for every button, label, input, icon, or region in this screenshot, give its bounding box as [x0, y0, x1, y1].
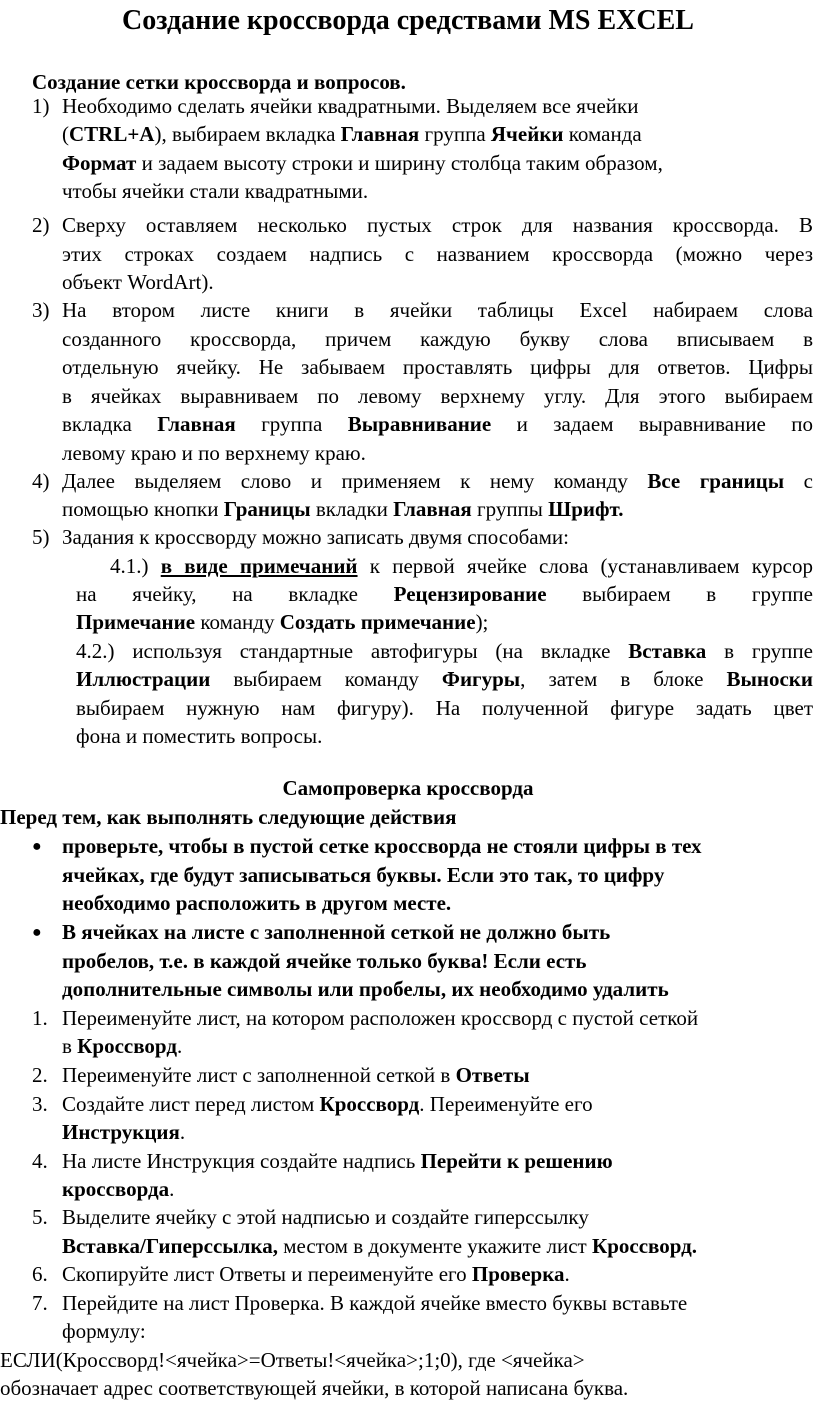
step-line: кроссворда. — [62, 1177, 175, 1201]
bullet-icon: ● — [32, 924, 42, 941]
step-line: Необходимо сделать ячейки квадратными. Выделяем все ячейки — [62, 94, 639, 118]
bullet-line: ячейках, где будут записываться буквы. Если это так, то цифру — [62, 863, 665, 887]
step-line: Далее выделяем слово и применяем к нему команду Все границы с — [62, 469, 813, 493]
step-number: 7. — [32, 1291, 48, 1315]
formula-line: обозначает адрес соответствующей ячейки, в которой написана буква. — [0, 1376, 629, 1400]
bullet-line: В ячейках на листе с заполненной сеткой не должно быть — [62, 920, 611, 944]
section-heading-grid: Создание сетки кроссворда и вопросов. — [32, 70, 406, 94]
bullet-line: дополнительные символы или пробелы, их необходимо удалить — [62, 977, 669, 1001]
step-number: 5) — [32, 525, 50, 549]
substep-line: 4.2.) используя стандартные автофигуры (на вкладке Вставка в группе — [76, 639, 813, 663]
step-line: Создайте лист перед листом Кроссворд. Переименуйте его — [62, 1092, 593, 1116]
step-line: Формат и задаем высоту строки и ширину столбца таким образом, — [62, 151, 663, 175]
step-line: созданного кроссворда, причем каждую букву слова вписываем в — [62, 327, 813, 351]
step-line: Выделите ячейку с этой надписью и создайте гиперссылку — [62, 1205, 589, 1229]
step-line: вкладка Главная группа Выравнивание и задаем выравнивание по — [62, 412, 814, 436]
step-line: (CTRL+A), выбираем вкладка Главная группа Ячейки команда — [62, 122, 642, 146]
step-line: объект WordArt). — [62, 270, 214, 294]
step-line: этих строках создаем надпись с названием кроссворда (можно через — [62, 242, 813, 266]
step-line: Инструкция. — [62, 1120, 186, 1144]
step-line: Задания к кроссворду можно записать двумя способами: — [62, 525, 569, 549]
substep-line: на ячейку, на вкладке Рецензирование выбираем в группе — [76, 582, 813, 606]
selfcheck-intro: Перед тем, как выполнять следующие действия — [0, 805, 457, 829]
step-line: На втором листе книги в ячейки таблицы Excel набираем слова — [62, 298, 813, 322]
substep-line: выбираем нужную нам фигуру). На полученной фигуре задать цвет — [76, 696, 813, 720]
step-line: На листе Инструкция создайте надпись Перейти к решению — [62, 1149, 613, 1173]
substep-line: Иллюстрации выбираем команду Фигуры, затем в блоке Выноски — [76, 667, 813, 691]
formula-line: ЕСЛИ(Кроссворд!<ячейка>=Ответы!<ячейка>;1;0), где <ячейка> — [0, 1348, 585, 1372]
step-line: Переименуйте лист, на котором расположен кроссворд с пустой сеткой — [62, 1006, 699, 1030]
step-number: 2. — [32, 1063, 48, 1087]
step-line: чтобы ячейки стали квадратными. — [62, 179, 369, 203]
step-line: формулу: — [62, 1319, 146, 1343]
step-line: Перейдите на лист Проверка. В каждой ячейке вместо буквы вставьте — [62, 1291, 688, 1315]
step-line: Вставка/Гиперссылка, местом в документе укажите лист Кроссворд. — [62, 1234, 697, 1258]
step-line: Сверху оставляем несколько пустых строк для названия кроссворда. В — [62, 213, 813, 237]
section-heading-selfcheck: Самопроверка кроссворда — [282, 776, 534, 800]
step-number: 3) — [32, 298, 50, 322]
step-number: 1) — [32, 94, 50, 118]
step-line: Переименуйте лист с заполненной сеткой в Ответы — [62, 1063, 530, 1087]
substep-line: 4.1.) в виде примечаний к первой ячейке слова (устанавливаем курсор — [110, 554, 814, 578]
step-number: 3. — [32, 1092, 48, 1116]
substep-line: Примечание команду Создать примечание); — [76, 610, 489, 634]
bullet-line: проверьте, чтобы в пустой сетке кроссворда не стояли цифры в тех — [62, 834, 702, 858]
step-number: 2) — [32, 213, 50, 237]
step-line: в ячейках выравниваем по левому верхнему углу. Для этого выбираем — [62, 384, 813, 408]
bullet-icon: ● — [32, 838, 42, 855]
step-line: в Кроссворд. — [62, 1034, 183, 1058]
step-line: отдельную ячейку. Не забываем проставлять цифры для ответов. Цифры — [62, 355, 813, 379]
step-line: левому краю и по верхнему краю. — [62, 441, 366, 465]
step-number: 4. — [32, 1149, 48, 1173]
step-line: Скопируйте лист Ответы и переименуйте его Проверка. — [62, 1262, 570, 1286]
step-number: 5. — [32, 1205, 48, 1229]
substep-line: фона и поместить вопросы. — [76, 724, 323, 748]
page-title: Создание кроссворда средствами MS EXCEL — [122, 5, 694, 36]
step-number: 1. — [32, 1006, 48, 1030]
step-line: помощью кнопки Границы вкладки Главная группы Шрифт. — [62, 497, 624, 521]
bullet-line: пробелов, т.е. в каждой ячейке только буква! Если есть — [62, 949, 587, 973]
bullet-line: необходимо расположить в другом месте. — [62, 891, 452, 915]
step-number: 4) — [32, 469, 50, 493]
step-number: 6. — [32, 1262, 48, 1286]
